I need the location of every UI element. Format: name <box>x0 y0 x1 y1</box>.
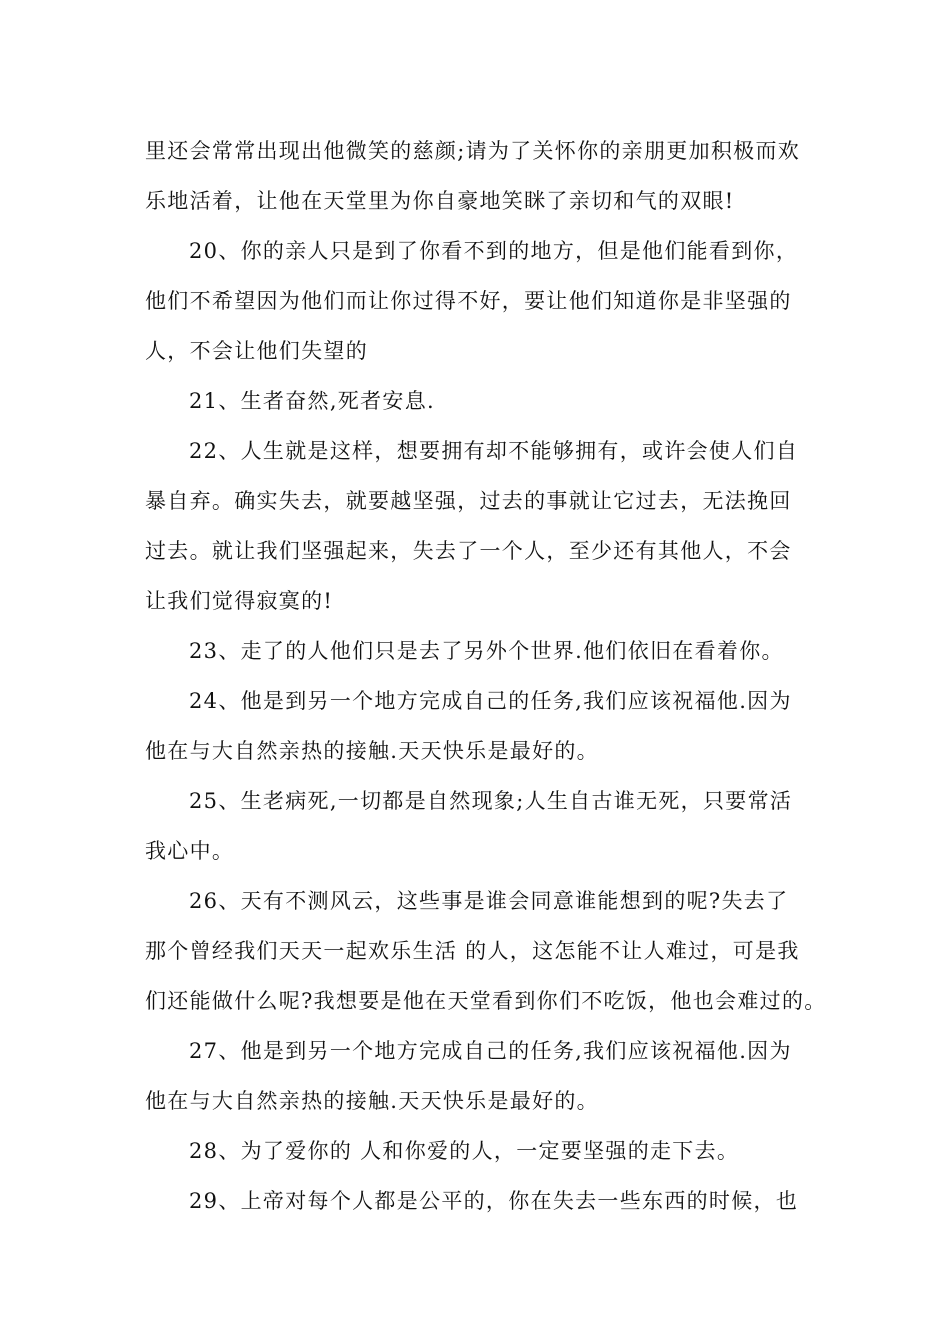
text-line: 22、人生就是这样，想要拥有却不能够拥有，或许会使人们自 <box>189 439 799 463</box>
text-line: 让我们觉得寂寞的! <box>145 589 334 613</box>
text-line: 他在与大自然亲热的接触.天天快乐是最好的。 <box>145 739 599 763</box>
text-line: 25、生老病死,一切都是自然现象;人生自古谁无死，只要常活 <box>189 789 793 813</box>
text-line: 28、为了爱你的 人和你爱的人，一定要坚强的走下去。 <box>189 1139 740 1163</box>
text-line: 26、天有不测风云，这些事是谁会同意谁能想到的呢?失去了 <box>189 889 789 913</box>
text-line: 我心中。 <box>145 839 235 863</box>
text-line: 24、他是到另一个地方完成自己的任务,我们应该祝福他.因为 <box>189 689 792 713</box>
text-line: 过去。就让我们坚强起来，失去了一个人，至少还有其他人，不会 <box>145 539 792 563</box>
text-line: 人，不会让他们失望的 <box>145 339 368 363</box>
document-body <box>145 126 827 1226</box>
text-line: 那个曾经我们天天一起欢乐生活 的人，这怎能不让人难过，可是我 <box>145 939 800 963</box>
text-line: 20、你的亲人只是到了你看不到的地方，但是他们能看到你， <box>189 239 799 263</box>
text-line: 里还会常常出现出他微笑的慈颜;请为了关怀你的亲朋更加积极而欢 <box>145 139 801 163</box>
text-line: 他在与大自然亲热的接触.天天快乐是最好的。 <box>145 1089 599 1113</box>
text-line: 29、上帝对每个人都是公平的，你在失去一些东西的时候，也 <box>189 1189 799 1213</box>
text-line: 们还能做什么呢?我想要是他在天堂看到你们不吃饭，他也会难过的。 <box>145 989 827 1013</box>
text-line: 暴自弃。确实失去，就要越坚强，过去的事就让它过去，无法挽回 <box>145 489 792 513</box>
text-line: 23、走了的人他们只是去了另外个世界.他们依旧在看着你。 <box>189 639 784 663</box>
text-line: 乐地活着，让他在天堂里为你自豪地笑眯了亲切和气的双眼! <box>145 189 735 213</box>
text-line: 27、他是到另一个地方完成自己的任务,我们应该祝福他.因为 <box>189 1039 792 1063</box>
text-line: 他们不希望因为他们而让你过得不好，要让他们知道你是非坚强的 <box>145 289 792 313</box>
text-line: 21、生者奋然,死者安息. <box>189 389 435 413</box>
